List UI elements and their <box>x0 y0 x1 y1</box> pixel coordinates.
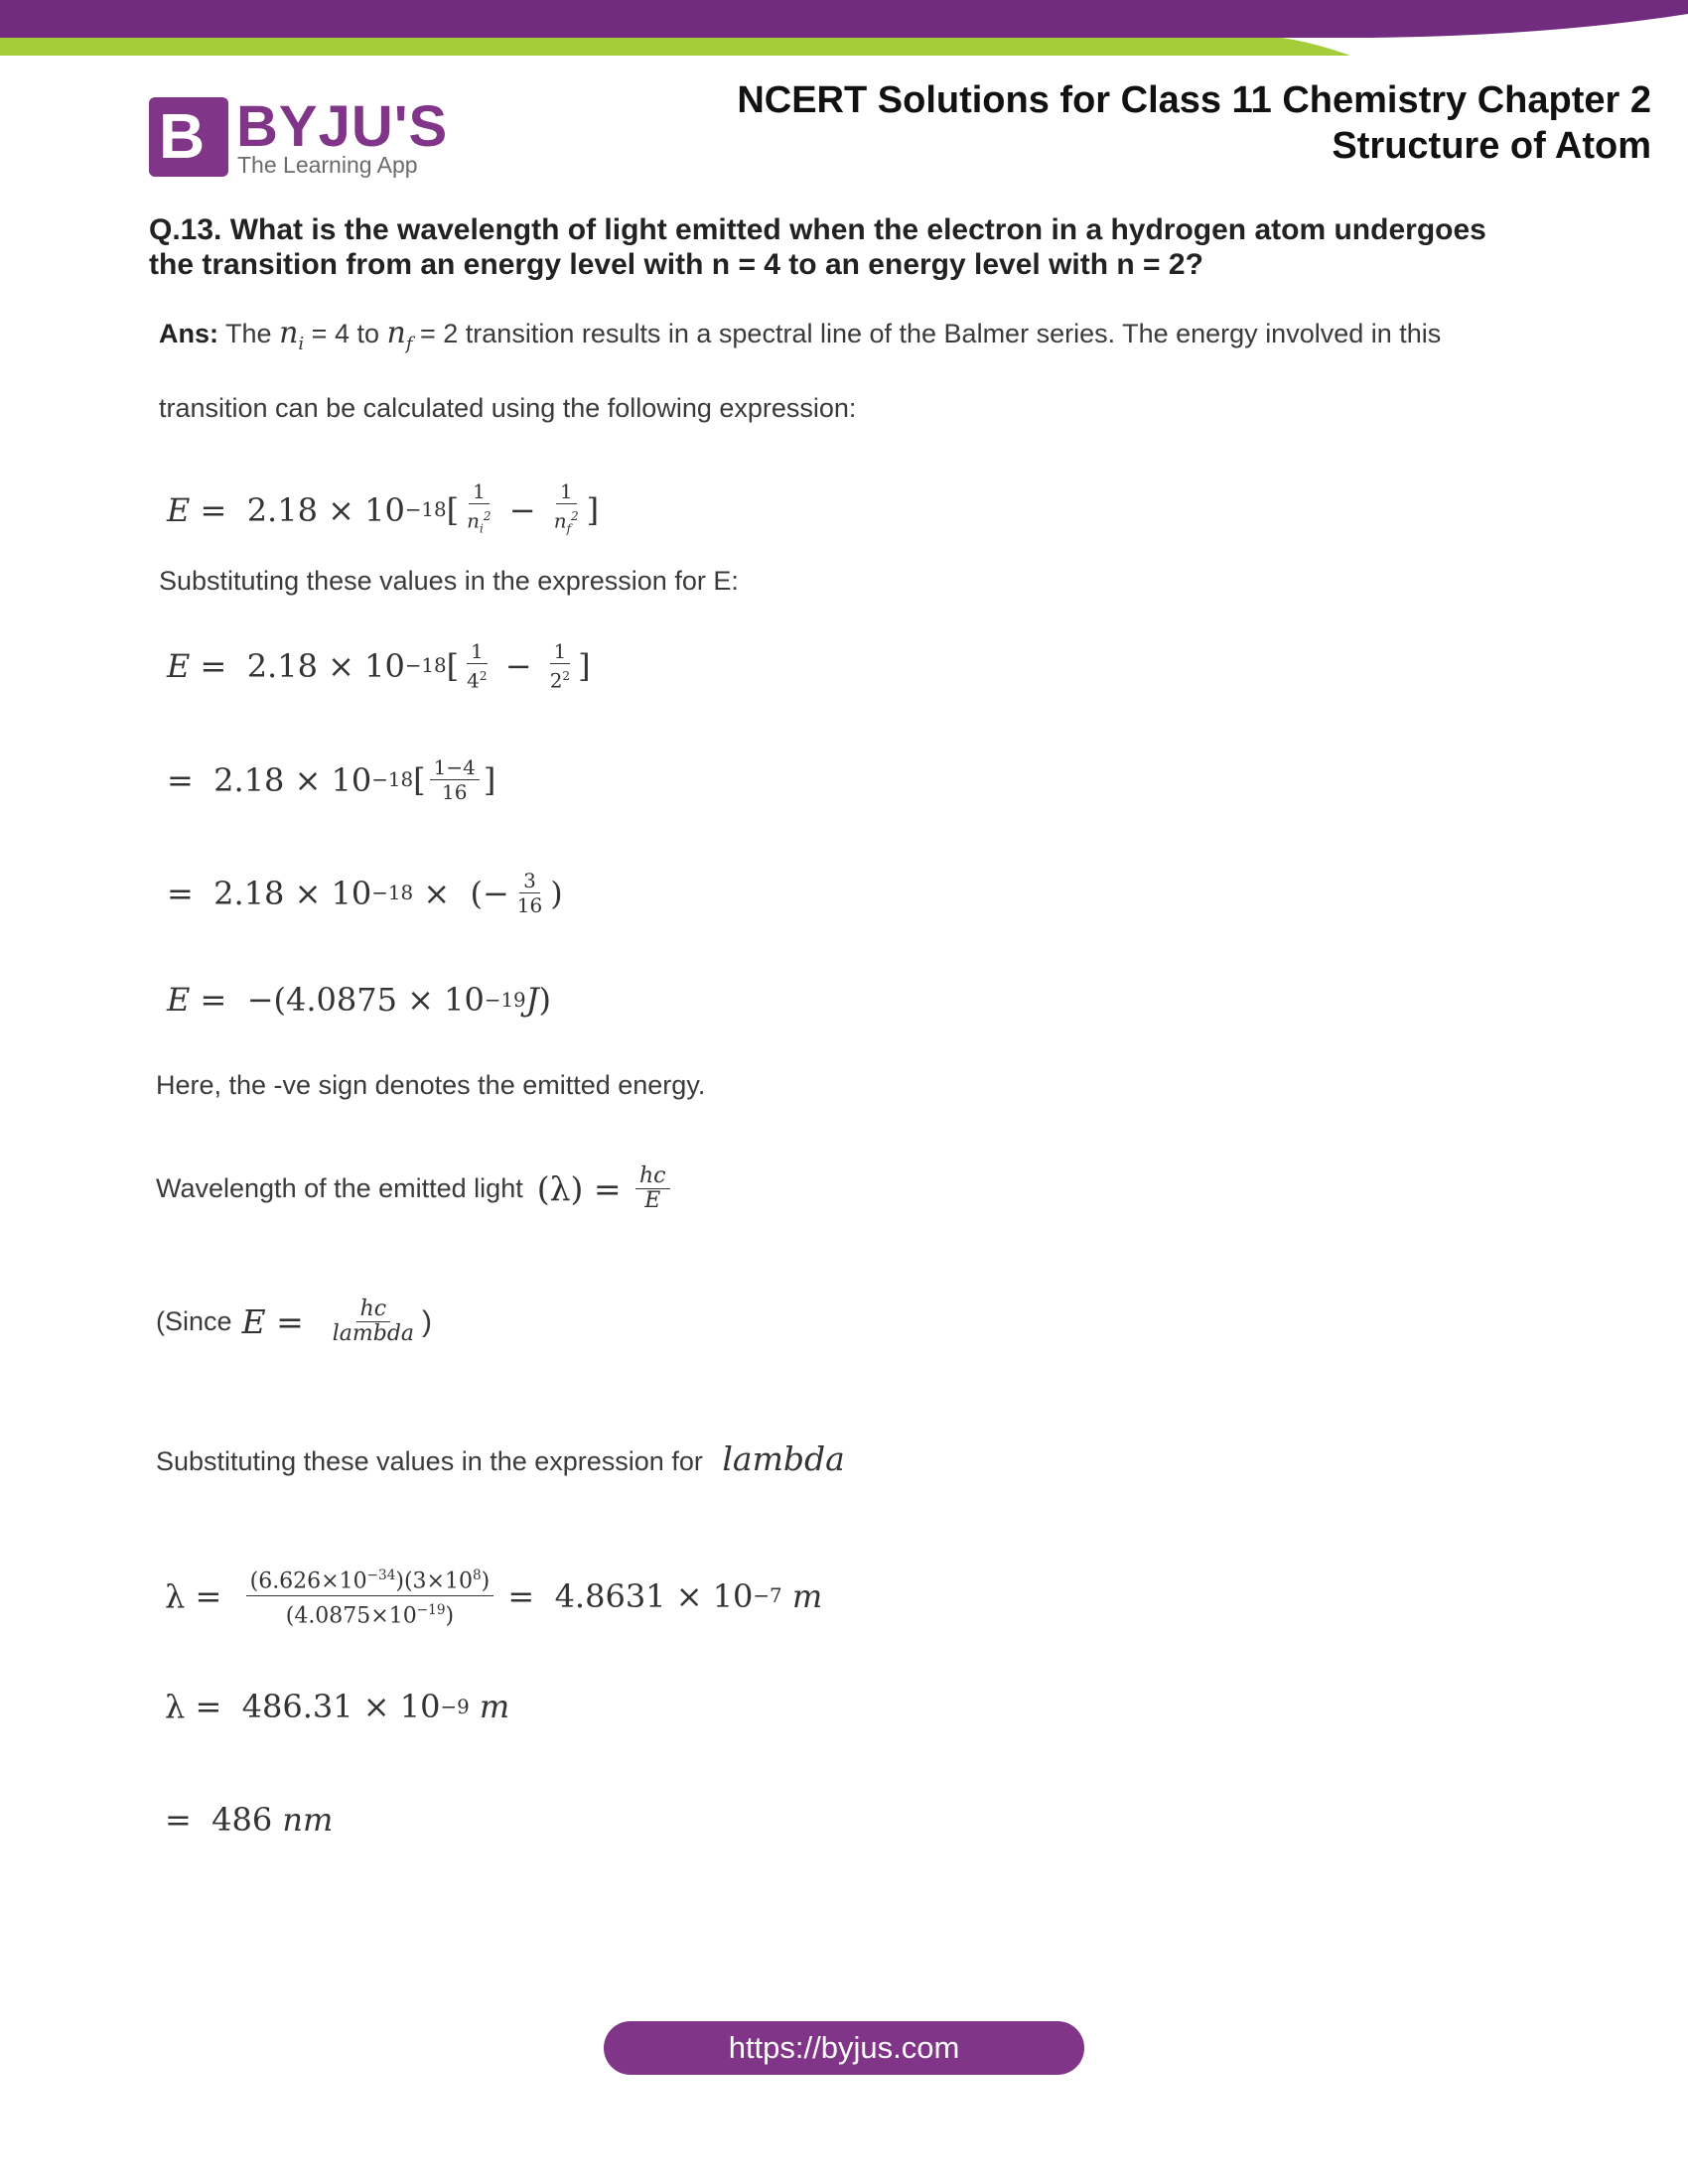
logo-tagline: The Learning App <box>237 152 418 178</box>
title-line-2: Structure of Atom <box>1332 125 1651 167</box>
question-text: Q.13. What is the wavelength of light emitted when the electron in a hydrogen atom undergoes the transition from an energy level with n = 4 to an energy level with n = 2? <box>149 213 1486 281</box>
page-title <box>737 77 1651 169</box>
substituting-lambda-text: Substituting these values in the expression for lambda <box>156 1439 845 1478</box>
equation-wavelength-nm-form: λ = 486.31 × 10 −9 m <box>165 1688 510 1725</box>
equation-energy-substituted: E = 2.18 × 10 −18 [ $\frac{1}{4^2}$ − $\frac{1}{2^2}$ ] <box>167 639 591 693</box>
equation-energy-general: E = 2.18 × 10 −18 [ $\frac{1}{n_i^2}$ − $\frac{1}{n_f^2}$ ] <box>167 479 600 536</box>
substituting-e-text: Substituting these values in the expression for E: <box>159 566 739 596</box>
top-color-band <box>0 0 1688 60</box>
logo-name: BYJU'S <box>236 94 449 159</box>
wavelength-formula: Wavelength of the emitted light (λ) = $\frac{hc}{E}$ <box>156 1165 674 1212</box>
sign-note: Here, the -ve sign denotes the emitted energy. <box>156 1070 706 1100</box>
answer-line-2: transition can be calculated using the following expression: <box>159 393 857 423</box>
since-note: (Since E = $\frac{hc}{\text{lambda}}$ ) <box>156 1297 433 1346</box>
equation-wavelength: λ = $\frac{(6.626\times 10^{-34})(3\times 10^8)}{(4.0875\times 10^{-19})}$ = 4.8631 × 10 −7 m <box>165 1563 822 1630</box>
answer-intro: Ans: The $n_i = 4$ to $n_f = 2$ transition results in a spectral line of the Balmer series. The energy involved in this <box>159 316 1442 354</box>
byjus-logo <box>149 94 449 183</box>
ans-label: Ans: <box>159 319 218 348</box>
footer-url-link[interactable]: https://byjus.com <box>604 2021 1084 2075</box>
title-line-1: NCERT Solutions for Class 11 Chemistry Chapter 2 <box>737 79 1651 121</box>
equation-step-3: = 2.18 × 10 −18 [ $\frac{1-4}{16}$ ] <box>167 755 496 804</box>
equation-final-answer: = 486 nm <box>165 1801 334 1839</box>
equation-step-4: = 2.18 × 10 −18 × (− $\frac{3}{16}$ ) <box>167 869 563 917</box>
equation-energy-result: E = −(4.0875 × 10 −19 J ) <box>167 981 551 1019</box>
logo-icon: B <box>149 97 228 177</box>
